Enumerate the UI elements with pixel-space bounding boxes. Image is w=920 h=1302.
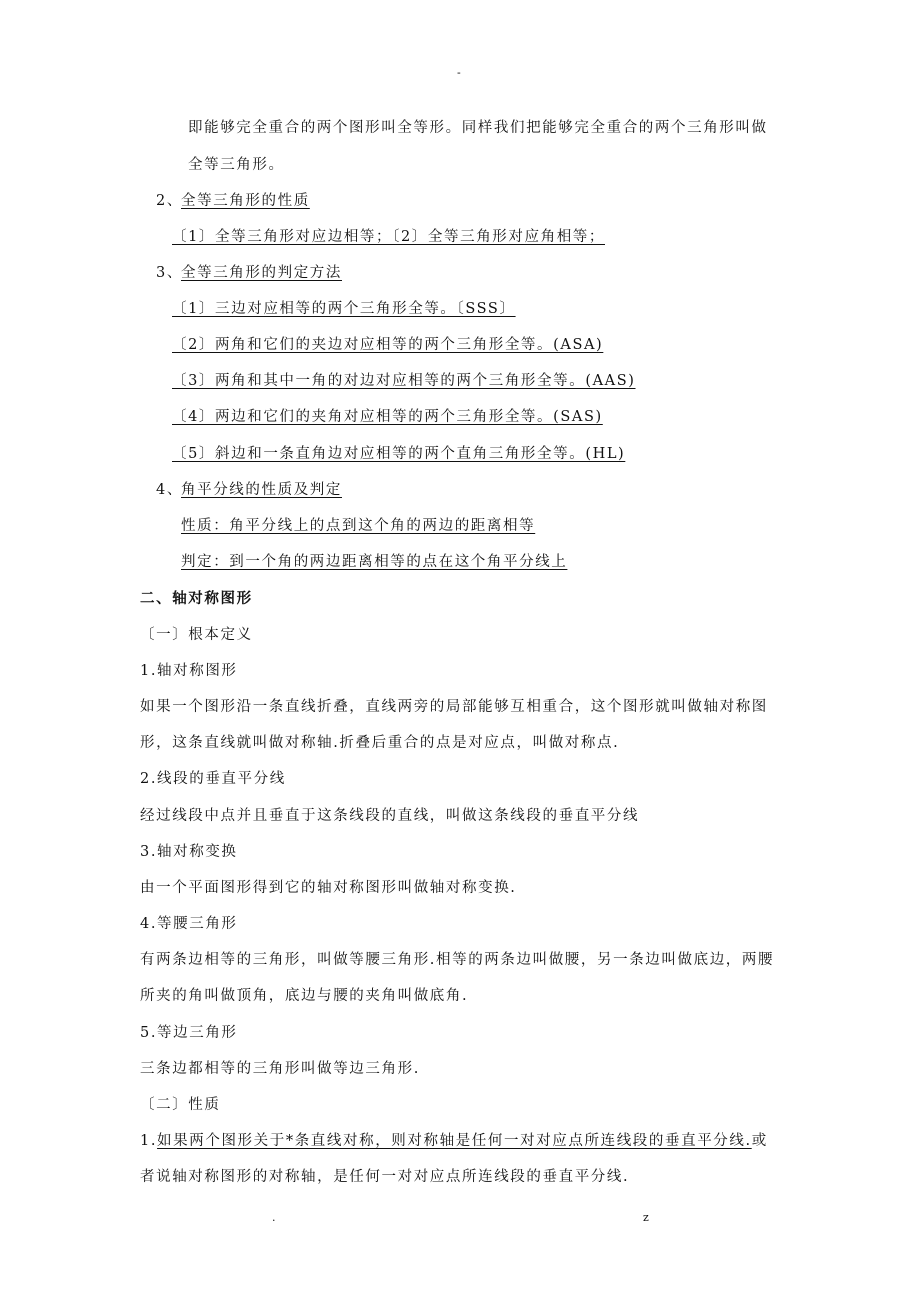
text-fragment: 或 <box>751 1133 768 1149</box>
term-heading: 5.等边三角形 <box>140 1025 238 1041</box>
subsection-heading: 〔一〕根本定义 <box>140 627 253 643</box>
text-line: 者说轴对称图形的对称轴，是任何一对对应点所连线段的垂直平分线. <box>140 1169 630 1185</box>
list-number: 3、 <box>156 265 183 281</box>
underlined-text: 如果两个图形关于*条直线对称，则对称轴是任何一对对应点所连线段的垂直平分线. <box>157 1133 752 1149</box>
text-line: 〔2〕两角和它们的夹边对应相等的两个三角形全等。(ASA) <box>172 337 604 353</box>
subsection-heading: 〔二〕性质 <box>140 1097 221 1113</box>
text-line: 〔1〕三边对应相等的两个三角形全等。〔SSS〕 <box>172 301 516 317</box>
section-heading: 全等三角形的性质 <box>181 193 310 209</box>
footer-left-mark: . <box>272 1211 276 1224</box>
text-line: 全等三角形。 <box>188 157 285 173</box>
text-line: 三条边都相等的三角形叫做等边三角形. <box>140 1061 420 1077</box>
term-heading: 2.线段的垂直平分线 <box>140 771 286 787</box>
term-heading: 4.等腰三角形 <box>140 916 238 932</box>
chapter-heading: 二、轴对称图形 <box>140 590 253 607</box>
list-number: 1. <box>140 1133 158 1149</box>
text-line: 经过线段中点并且垂直于这条线段的直线，叫做这条线段的垂直平分线 <box>140 808 640 824</box>
text-line <box>140 1131 768 1151</box>
text-line: 〔3〕两角和其中一角的对边对应相等的两个三角形全等。(AAS) <box>172 373 636 389</box>
text-line: 有两条边相等的三角形，叫做等腰三角形.相等的两条边叫做腰，另一条边叫做底边，两腰 <box>140 952 775 968</box>
term-heading: 1.轴对称图形 <box>140 663 238 679</box>
text-line: 由一个平面图形得到它的轴对称图形叫做轴对称变换. <box>140 880 517 896</box>
term-heading: 3.轴对称变换 <box>140 844 238 860</box>
text-line: 〔1〕全等三角形对应边相等；〔2〕全等三角形对应角相等； <box>172 229 605 245</box>
text-line: 如果一个图形沿一条直线折叠，直线两旁的局部能够互相重合，这个图形就叫做轴对称图 <box>140 699 768 715</box>
list-number: 2、 <box>156 193 183 209</box>
text-line: 〔4〕两边和它们的夹角对应相等的两个三角形全等。(SAS) <box>172 409 603 425</box>
list-number: 4、 <box>156 482 183 498</box>
text-line: 性质：角平分线上的点到这个角的两边的距离相等 <box>181 518 536 534</box>
text-line: 〔5〕斜边和一条直角边对应相等的两个直角三角形全等。(HL) <box>172 446 626 462</box>
text-line: 判定：到一个角的两边距离相等的点在这个角平分线上 <box>181 554 568 570</box>
footer-right-mark: z <box>643 1211 649 1224</box>
header-mark: - <box>457 66 461 79</box>
section-heading: 全等三角形的判定方法 <box>181 265 342 281</box>
section-heading: 角平分线的性质及判定 <box>181 482 342 498</box>
text-line: 即能够完全重合的两个图形叫全等形。同样我们把能够完全重合的两个三角形叫做 <box>188 120 768 136</box>
text-line: 形，这条直线就叫做对称轴.折叠后重合的点是对应点，叫做对称点. <box>140 735 620 751</box>
text-line: 所夹的角叫做顶角，底边与腰的夹角叫做底角. <box>140 988 469 1004</box>
